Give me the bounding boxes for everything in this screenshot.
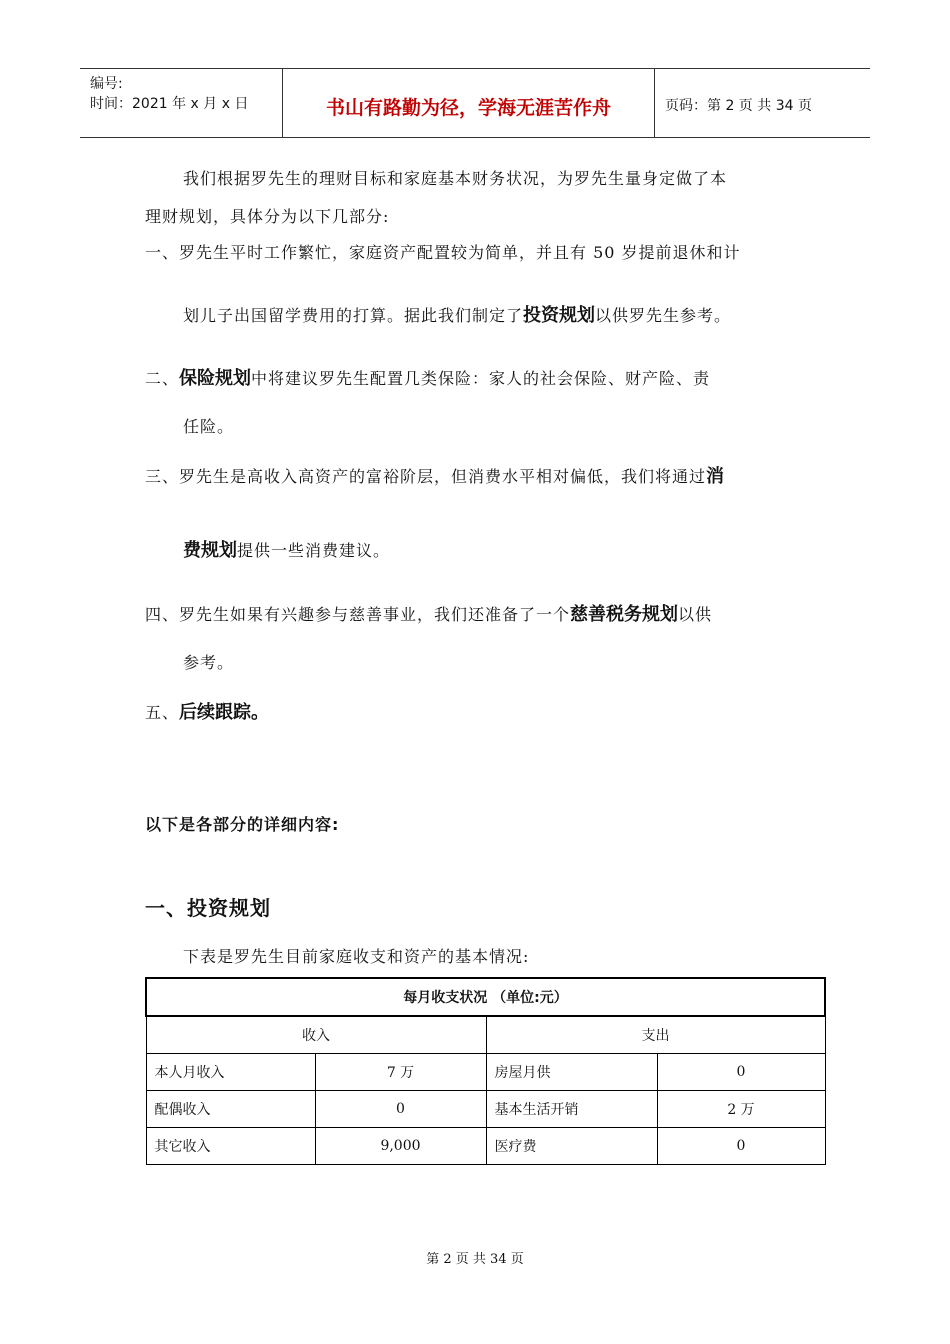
item-3-line-2	[183, 536, 390, 562]
item-5-prefix: 五、	[145, 703, 180, 722]
expense-value: 0	[657, 1128, 825, 1165]
section-1-lead: 下表是罗先生目前家庭收支和资产的基本情况:	[183, 947, 530, 966]
expense-item: 基本生活开销	[486, 1091, 657, 1128]
table-row	[146, 1128, 825, 1165]
item-2-line-2: 任险。	[183, 417, 235, 436]
income-value: 7 万	[315, 1054, 486, 1091]
table-header-row	[146, 1016, 825, 1054]
item-3-text: 三、罗先生是高收入高资产的富裕阶层，但消费水平相对偏低，我们将通过	[145, 467, 707, 486]
insurance-plan-keyword: 保险规划	[179, 368, 252, 389]
income-item: 配偶收入	[146, 1091, 315, 1128]
table-row	[146, 1091, 825, 1128]
header-page-label: 页码：第 2 页 共 34 页	[665, 98, 812, 114]
expense-item: 医疗费	[486, 1128, 657, 1165]
header-motto: 书山有路勤为径，学海无涯苦作舟	[325, 97, 611, 119]
investment-plan-keyword: 投资规划	[523, 305, 596, 326]
consumption-plan-keyword-start: 消	[706, 466, 725, 487]
item-5-line	[145, 698, 269, 724]
table-title-row	[146, 978, 825, 1016]
header-right-cell	[655, 69, 870, 137]
expense-value: 2 万	[657, 1091, 825, 1128]
document-number-label: 编号:	[90, 76, 123, 92]
income-item: 本人月收入	[146, 1054, 315, 1091]
expense-header: 支出	[486, 1016, 825, 1054]
item-3-line-1	[145, 462, 724, 488]
item-1-line-2	[183, 301, 731, 327]
intro-line-1: 我们根据罗先生的理财目标和家庭基本财务状况，为罗先生量身定做了本	[183, 169, 728, 188]
item-4-text: 四、罗先生如果有兴趣参与慈善事业，我们还准备了一个	[145, 605, 571, 624]
income-header: 收入	[146, 1016, 486, 1054]
item-2-prefix: 二、	[145, 369, 180, 388]
item-4-line-2: 参考。	[183, 653, 235, 672]
details-heading: 以下是各部分的详细内容:	[145, 815, 340, 834]
intro-line-2: 理财规划，具体分为以下几部分:	[145, 207, 390, 226]
income-item: 其它收入	[146, 1128, 315, 1165]
item-1-text-end: 以供罗先生参考。	[595, 306, 732, 325]
charity-tax-plan-keyword: 慈善税务规划	[570, 604, 679, 625]
item-2-line-1	[145, 364, 710, 390]
follow-up-keyword: 后续跟踪。	[179, 702, 270, 723]
table-title: 每月收支状况 （单位:元）	[146, 978, 825, 1016]
table-row	[146, 1054, 825, 1091]
document-date-label: 时间：2021 年 x 月 x 日	[90, 96, 249, 112]
item-3-text-end: 提供一些消费建议。	[237, 541, 391, 560]
consumption-plan-keyword-end: 费规划	[183, 540, 237, 561]
header-center-cell	[283, 69, 655, 137]
expense-value: 0	[657, 1054, 825, 1091]
item-4-line-1	[145, 600, 712, 626]
page-header	[80, 68, 870, 138]
section-1-title: 一、投资规划	[145, 896, 271, 920]
income-value: 0	[315, 1091, 486, 1128]
item-1-line-1: 一、罗先生平时工作繁忙，家庭资产配置较为简单，并且有 50 岁提前退休和计	[145, 243, 741, 262]
page-footer: 第 2 页 共 34 页	[426, 1252, 524, 1267]
item-1-text: 划儿子出国留学费用的打算。据此我们制定了	[183, 306, 524, 325]
item-2-text: 中将建议罗先生配置几类保险：家人的社会保险、财产险、责	[251, 369, 711, 388]
monthly-income-expense-table	[145, 977, 826, 1165]
item-4-text-end: 以供	[678, 605, 713, 624]
header-left-cell	[80, 69, 283, 137]
income-value: 9,000	[315, 1128, 486, 1165]
expense-item: 房屋月供	[486, 1054, 657, 1091]
